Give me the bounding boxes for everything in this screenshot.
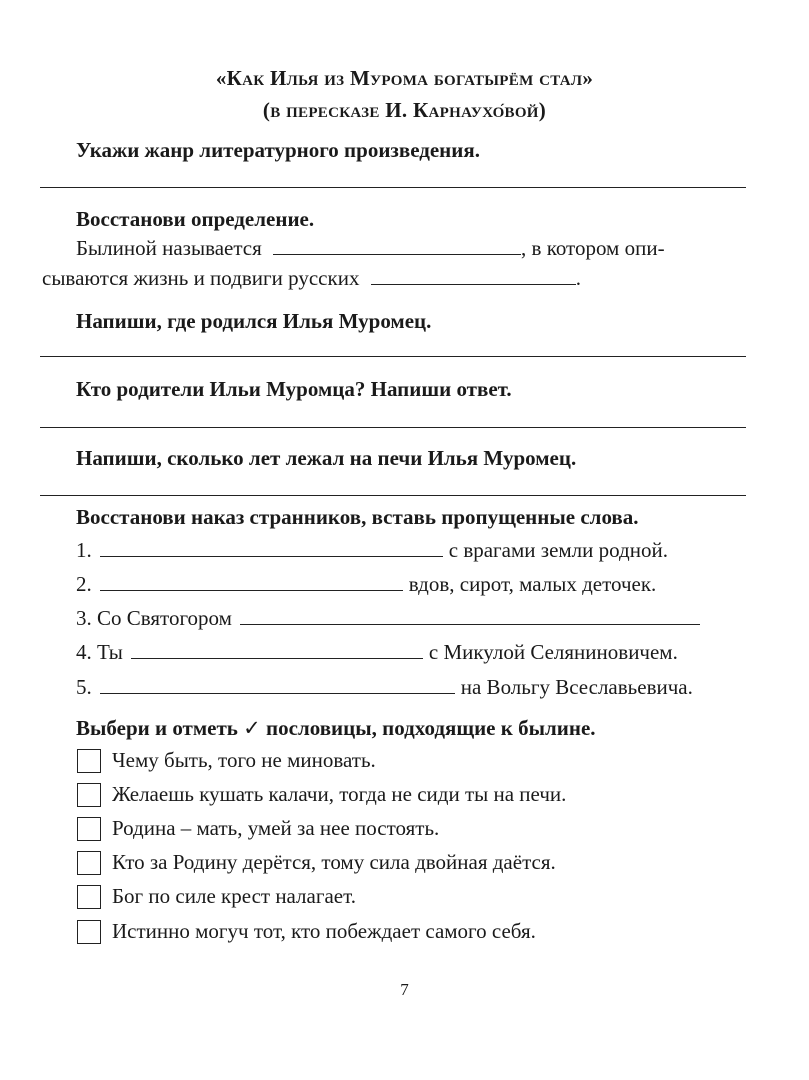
order-item-number: 1. [76,538,92,562]
definition-line-1 [76,236,665,261]
page-title: «Как Илья из Мурома богатырём стал» [215,66,594,90]
order-item-number: 4. [76,640,92,664]
order-item-blank[interactable] [131,640,423,659]
definition-text-3: сываются жизнь и подвиги русских [42,266,360,290]
proverb-option-1: Чему быть, того не миновать. [112,748,376,772]
order-item-2 [76,572,656,597]
order-item-number: 5. [76,675,92,699]
question-birthplace: Напиши, где родился Илья Муромец. [76,309,432,333]
definition-line-2 [42,266,581,291]
order-item-1 [76,538,668,563]
order-item-number: 3. [76,606,92,630]
definition-text-2: , в котором опи- [521,236,665,260]
proverb-checkbox-6[interactable] [77,920,101,944]
proverb-checkbox-4[interactable] [77,851,101,875]
proverb-checkbox-1[interactable] [77,749,101,773]
definition-text-1: Былиной называется [76,236,262,260]
order-item-blank[interactable] [100,675,455,694]
order-item-blank[interactable] [100,538,443,557]
answer-line-years[interactable] [40,495,746,496]
page-number: 7 [400,980,409,999]
proverb-checkbox-2[interactable] [77,783,101,807]
order-item-blank[interactable] [100,572,403,591]
answer-line-parents[interactable] [40,427,746,428]
question-proverbs [76,716,596,741]
proverb-option-5: Бог по силе крест налагает. [112,884,356,908]
order-item-4 [76,640,678,665]
question-years: Напиши, сколько лет лежал на печи Илья Муромец. [76,446,577,470]
definition-text-4: . [575,266,581,290]
definition-blank-2[interactable] [371,266,576,285]
question-proverbs-text-1: Выбери и отметь [76,716,238,740]
proverb-checkbox-5[interactable] [77,885,101,909]
order-item-text: Ты [97,640,123,664]
order-item-5 [76,675,693,700]
answer-line-genre[interactable] [40,187,746,188]
question-proverbs-text-2: пословицы, подходящие к былине. [266,716,596,740]
order-item-number: 2. [76,572,92,596]
question-wanderers-order: Восстанови наказ странников, вставь пропущенные слова. [76,505,639,529]
answer-line-birthplace[interactable] [40,356,746,357]
proverb-option-3: Родина – мать, умей за нее постоять. [112,816,440,840]
order-item-text: вдов, сирот, малых деточек. [408,572,657,596]
proverb-checkbox-3[interactable] [77,817,101,841]
checkmark-icon: ✓ [243,716,261,740]
proverb-option-2: Желаешь кушать калачи, тогда не сиди ты на печи. [112,782,567,806]
order-item-text: с Микулой Селяниновичем. [428,640,678,664]
question-definition: Восстанови определение. [76,207,315,231]
proverb-option-6: Истинно могуч тот, кто побеждает самого себя. [112,919,536,943]
order-item-3 [76,606,706,631]
order-item-text: на Вольгу Всеславьевича. [460,675,693,699]
proverb-option-4: Кто за Родину дерётся, тому сила двойная даётся. [112,850,556,874]
definition-blank-1[interactable] [273,236,521,255]
question-genre: Укажи жанр литературного произведения. [76,138,480,162]
order-item-text: Со Святогором [97,606,232,630]
order-item-blank[interactable] [240,606,700,625]
page-subtitle: (в пересказе И. Карнаухо́вой) [262,98,547,122]
order-item-text: с врагами земли родной. [448,538,668,562]
question-parents: Кто родители Ильи Муромца? Напиши ответ. [76,377,512,401]
